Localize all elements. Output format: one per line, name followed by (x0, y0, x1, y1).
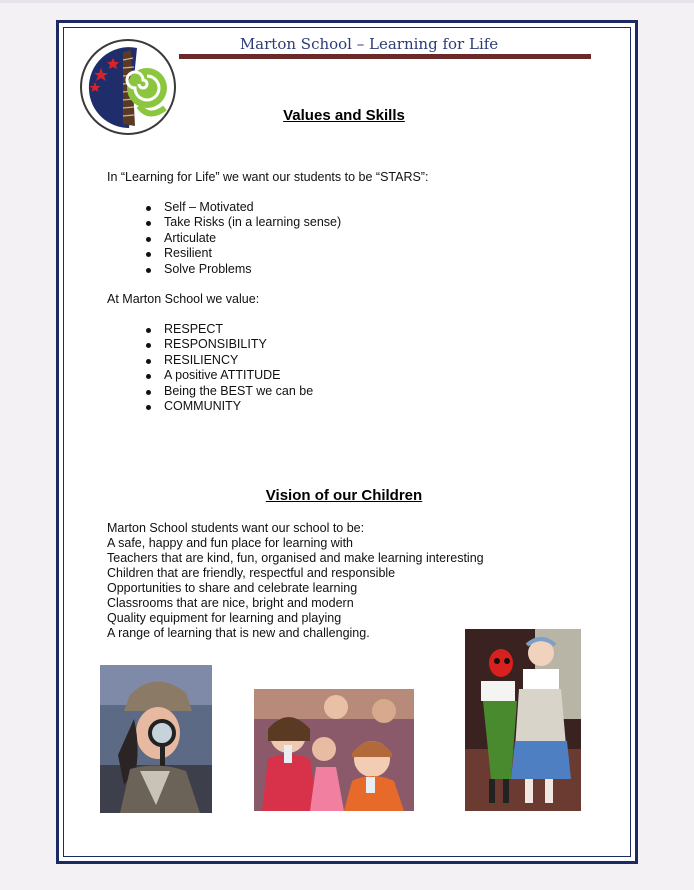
list-item: Articulate (107, 231, 341, 246)
header-title: Marton School – Learning for Life (239, 35, 499, 53)
list-item: RESPONSIBILITY (107, 337, 313, 352)
list-item: RESILIENCY (107, 353, 313, 368)
list-item: RESPECT (107, 322, 313, 337)
list-item: Take Risks (in a learning sense) (107, 215, 341, 230)
photo-detective-child (100, 665, 212, 813)
list-item: Solve Problems (107, 262, 341, 277)
vision-heading: Vision of our Children (265, 487, 423, 504)
vision-line: Quality equipment for learning and playing (107, 611, 342, 625)
list-item: COMMUNITY (107, 399, 313, 414)
vision-line: Classrooms that are nice, bright and modern (107, 596, 354, 610)
values-list (107, 322, 313, 414)
vision-line: Children that are friendly, respectful and responsible (107, 566, 396, 580)
values-heading: Values and Skills (283, 107, 405, 124)
list-item: A positive ATTITUDE (107, 368, 313, 383)
photo-children-drinking (254, 689, 414, 811)
list-item: Self – Motivated (107, 200, 341, 215)
vision-line: Marton School students want our school to be: (107, 521, 365, 535)
photo-costumed-children (465, 629, 581, 811)
values-intro: At Marton School we value: (107, 292, 260, 306)
header-divider (179, 54, 591, 59)
vision-line: A safe, happy and fun place for learning with (107, 536, 353, 550)
document-page (56, 20, 638, 864)
stars-list (107, 200, 341, 277)
list-item: Being the BEST we can be (107, 384, 313, 399)
vision-line: Teachers that are kind, fun, organised and make learning interesting (107, 551, 484, 565)
list-item: Resilient (107, 246, 341, 261)
vision-line: Opportunities to share and celebrate learning (107, 581, 358, 595)
stars-intro: In “Learning for Life” we want our students to be “STARS”: (107, 170, 429, 184)
vision-line: A range of learning that is new and challenging. (107, 626, 370, 640)
window-top-edge (0, 0, 694, 3)
